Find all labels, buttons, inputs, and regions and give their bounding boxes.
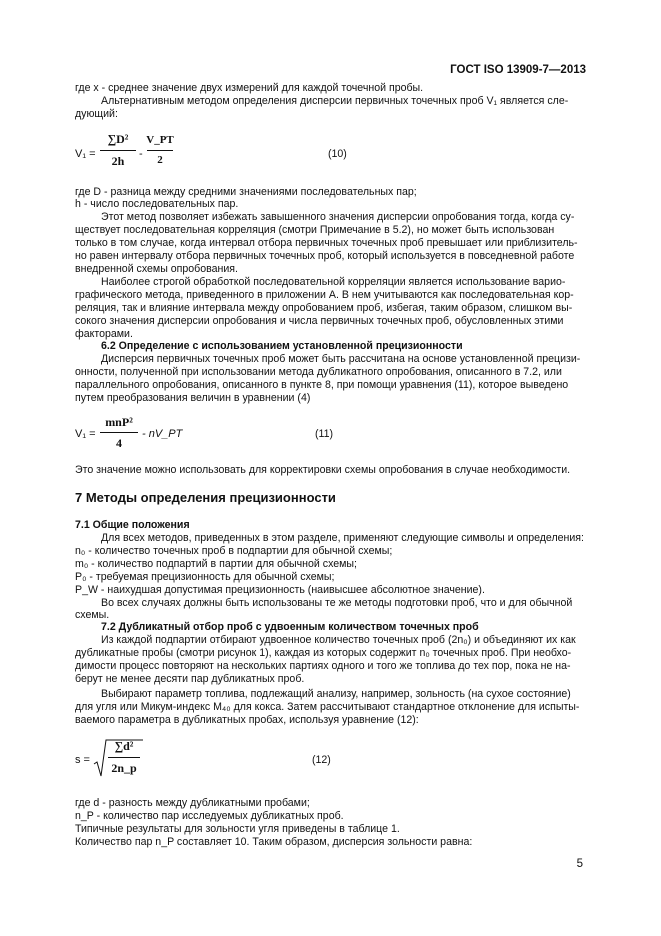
text-line: P_W - наихудшая допустимая прецизионность (наивысшее абсолютное значение). bbox=[75, 584, 485, 596]
text-line: димости процесс повторяют на нескольких партиях одного и того же топлива до тех пор, пока не на- bbox=[75, 660, 571, 672]
text-line: ваемого параметра в дубликатных пробах, используя уравнение (12): bbox=[75, 714, 419, 726]
eq12-bar bbox=[108, 757, 140, 758]
text-line: Наиболее строгой обработкой последовательной корреляции является использование варио- bbox=[101, 276, 566, 288]
text-line: где d - разность между дубликатными пробами; bbox=[75, 797, 310, 809]
text-line: Количество пар n_P составляет 10. Таким образом, дисперсия зольности равна: bbox=[75, 836, 473, 848]
eq11-number: (11) bbox=[315, 428, 334, 440]
text-line: онности, полученной при использовании метода дубликатного опробования, описанного в 7.2, или bbox=[75, 366, 562, 378]
section-heading-7-1: 7.1 Общие положения bbox=[75, 519, 190, 531]
eq10-num2: V_PT bbox=[146, 134, 174, 146]
text-line: внедренной схемы опробования. bbox=[75, 263, 238, 275]
text-line: параллельного опробования, описанного в пункте 8, при помощи уравнения (11), которое выведено bbox=[75, 379, 569, 391]
eq11-lhs: V₁ = bbox=[75, 428, 96, 440]
text-line: путем преобразования величин в уравнении (4) bbox=[75, 392, 311, 404]
section-heading-7: 7 Методы определения прецизионности bbox=[75, 490, 336, 505]
document-header: ГОСТ ISO 13909-7—2013 bbox=[450, 64, 586, 76]
eq10-minus: - bbox=[139, 148, 143, 160]
text-line: сокого значения дисперсии опробования и числа первичных точечных проб, обусловленных этими bbox=[75, 315, 564, 327]
text-line: где D - разница между средними значениями последовательных пар; bbox=[75, 186, 417, 198]
text-line: h - число последовательных пар. bbox=[75, 198, 239, 210]
section-heading-7-2: 7.2 Дубликатный отбор проб с удвоенным количеством точечных проб bbox=[101, 621, 479, 633]
eq10-bar1 bbox=[100, 150, 136, 151]
text-line: дующий: bbox=[75, 108, 118, 120]
eq10-number: (10) bbox=[328, 148, 347, 160]
text-line: где x - среднее значение двух измерений для каждой точечной пробы. bbox=[75, 82, 424, 94]
text-line: графического метода, приведенного в приложении А. В нем учитываются как последовательная кор- bbox=[75, 289, 574, 301]
text-line: дубликатные пробы (смотри рисунок 1), каждая из которых содержит n₀ точечных проб. При необхо- bbox=[75, 647, 572, 659]
text-line: берут не менее десяти пар дубликатных проб. bbox=[75, 673, 305, 685]
text-line: ществует последовательная корреляция (смотри Примечание в 5.2), но может быть использован bbox=[75, 224, 555, 236]
text-line: m₀ - количество подпартий в партии для обычной схемы; bbox=[75, 558, 357, 570]
text-line: реляция, так и влияние интервала между опробованием проб, избегая, таким образом, слишком вы- bbox=[75, 302, 573, 314]
eq12-number: (12) bbox=[312, 754, 331, 766]
eq11-num: mnP² bbox=[105, 415, 133, 429]
page-number: 5 bbox=[576, 858, 583, 870]
eq12-den: 2n_p bbox=[111, 761, 137, 775]
eq10-lhs: V₁ = bbox=[75, 148, 96, 160]
eq10-bar2 bbox=[147, 150, 173, 151]
text-line: Из каждой подпартии отбирают удвоенное количество точечных проб (2n₀) и объединяют их как bbox=[101, 634, 576, 646]
text-line: Дисперсия первичных точечных проб может быть рассчитана на основе установленной прецизи- bbox=[101, 353, 581, 365]
eq10-den2: 2 bbox=[157, 154, 163, 166]
text-line: для угля или Микум-индекс M₄₀ для кокса. Затем рассчитывают стандартное отклонение для испыты- bbox=[75, 701, 580, 713]
eq11-rest: - nV_PT bbox=[142, 428, 183, 440]
text-line: но равен интервалу отбора первичных точечных проб, который используется в повседневной работе bbox=[75, 250, 575, 262]
text-line: Альтернативным методом определения дисперсии первичных точечных проб V₁ является сле- bbox=[101, 95, 569, 107]
eq12-lhs: s = bbox=[75, 754, 90, 766]
text-line: Во всех случаях должны быть использованы те же методы подготовки проб, что и для обычной bbox=[101, 597, 573, 609]
text-line: Для всех методов, приведенных в этом разделе, применяют следующие символы и определения: bbox=[101, 532, 584, 544]
text-line: Выбирают параметр топлива, подлежащий анализу, например, зольность (на сухое состояние) bbox=[101, 688, 571, 700]
eq10-den1: 2h bbox=[111, 154, 125, 168]
eq11-bar bbox=[100, 432, 138, 433]
text-line: только в том случае, когда интервал отбора первичных точечных проб превышает или приблизитель- bbox=[75, 237, 578, 249]
text-line: n_P - количество пар исследуемых дубликатных проб. bbox=[75, 810, 344, 822]
eq11-den: 4 bbox=[116, 436, 122, 450]
text-line: факторами. bbox=[75, 328, 133, 340]
text-line: Это значение можно использовать для корректировки схемы опробования в случае необходимости. bbox=[75, 464, 571, 476]
text-line: P₀ - требуемая прецизионность для обычной схемы; bbox=[75, 571, 335, 583]
section-heading-6-2: 6.2 Определение с использованием установленной прецизионности bbox=[101, 340, 463, 352]
text-line: Этот метод позволяет избежать завышенного значения дисперсии опробования тогда, когда су- bbox=[101, 211, 575, 223]
text-line: схемы. bbox=[75, 609, 110, 621]
eq10-num1: ∑D² bbox=[107, 132, 129, 146]
eq12-num: ∑d² bbox=[114, 739, 134, 753]
text-line: Типичные результаты для зольности угля приведены в таблице 1. bbox=[75, 823, 400, 835]
text-line: n₀ - количество точечных проб в подпартии для обычной схемы; bbox=[75, 545, 393, 557]
